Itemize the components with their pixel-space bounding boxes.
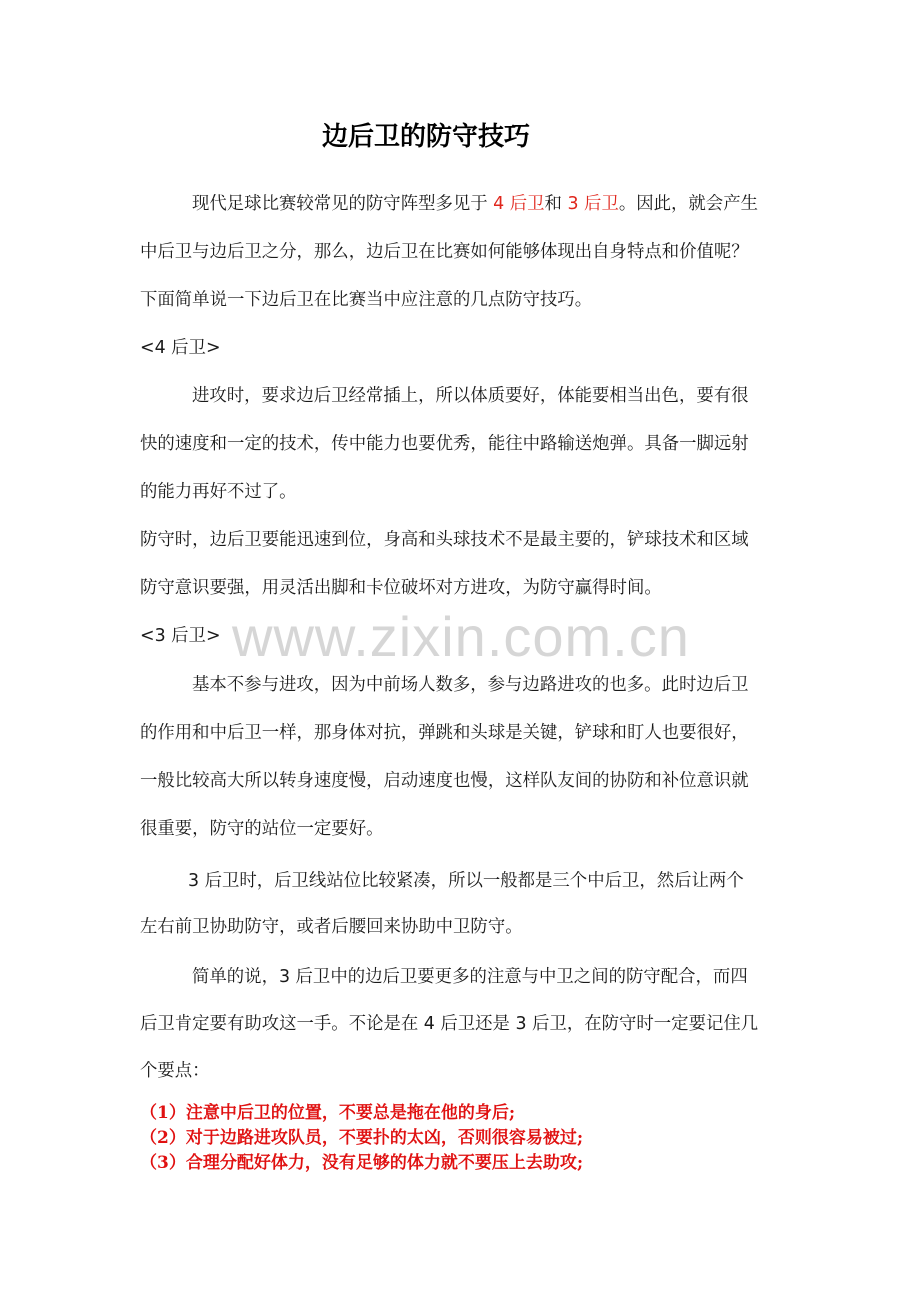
- intro-line-2: 中后卫与边后卫之分，那么，边后卫在比赛如何能够体现出自身特点和价值呢？: [140, 242, 749, 262]
- highlight-3-backs: 3 后卫: [567, 194, 619, 214]
- three-back-line-4: 很重要，防守的站位一定要好。: [140, 819, 384, 839]
- defend-line-1: 防守时，边后卫要能迅速到位，身高和头球技术不是最主要的，铲球技术和区域: [140, 530, 749, 550]
- formation-line-1: 3 后卫时，后卫线站位比较紧凑，所以一般都是三个中后卫，然后让两个: [188, 871, 744, 891]
- summary-line-3: 个要点：: [140, 1061, 210, 1081]
- summary-line-1: 简单的说，3 后卫中的边后卫要更多的注意与中卫之间的防守配合，而四: [192, 967, 748, 987]
- intro-line-3: 下面简单说一下边后卫在比赛当中应注意的几点防守技巧。: [140, 290, 593, 310]
- watermark: www.zixin.com.cn: [232, 605, 690, 668]
- page-title: 边后卫的防守技巧: [321, 122, 530, 152]
- section-heading-4-backs: <4 后卫>: [140, 338, 221, 358]
- intro-text: 和: [544, 194, 568, 214]
- attack-line-2: 快的速度和一定的技术，传中能力也要优秀，能往中路输送炮弹。具备一脚远射: [140, 434, 749, 454]
- three-back-line-3: 一般比较高大所以转身速度慢，启动速度也慢，这样队友间的协防和补位意识就: [140, 771, 749, 791]
- formation-line-2: 左右前卫协助防守，或者后腰回来协助中卫防守。: [140, 917, 523, 937]
- summary-line-2: 后卫肯定要有助攻这一手。不论是在 4 后卫还是 3 后卫，在防守时一定要记住几: [140, 1014, 759, 1034]
- attack-line-1: 进攻时，要求边后卫经常插上，所以体质要好，体能要相当出色，要有很: [192, 386, 749, 406]
- section-heading-3-backs: <3 后卫>: [140, 626, 221, 646]
- attack-line-3: 的能力再好不过了。: [140, 482, 297, 502]
- key-point-item: （2）对于边路进攻队员，不要扑的太凶，否则很容易被过;: [140, 1128, 584, 1148]
- intro-text: 。因此，就会产生: [618, 194, 758, 214]
- key-point-item: （3）合理分配好体力，没有足够的体力就不要压上去助攻;: [140, 1153, 584, 1173]
- intro-text: 现代足球比赛较常见的防守阵型多见于: [192, 194, 494, 214]
- defend-line-2: 防守意识要强，用灵活出脚和卡位破坏对方进攻，为防守赢得时间。: [140, 578, 662, 598]
- three-back-line-1: 基本不参与进攻，因为中前场人数多，参与边路进攻的也多。此时边后卫: [192, 675, 749, 695]
- highlight-4-backs: 4 后卫: [493, 194, 545, 214]
- three-back-line-2: 的作用和中后卫一样，那身体对抗，弹跳和头球是关键，铲球和盯人也要很好，: [140, 723, 749, 743]
- key-point-item: （1）注意中后卫的位置，不要总是拖在他的身后;: [140, 1103, 516, 1123]
- intro-line-1: [192, 192, 758, 216]
